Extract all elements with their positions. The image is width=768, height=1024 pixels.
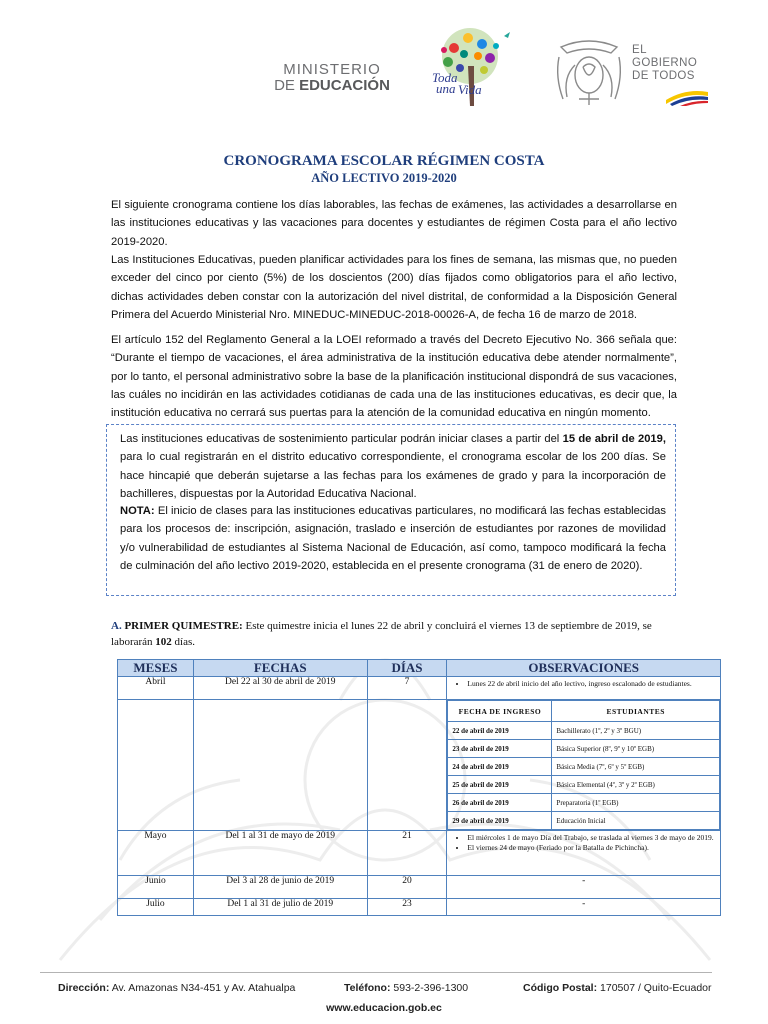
quimestre-label: PRIMER QUIMESTRE: [121, 620, 243, 632]
note1-text-a: Las instituciones educativas de sostenimiento particular podrán iniciar clases a partir del [120, 433, 563, 445]
header-fechas: FECHAS [193, 660, 367, 677]
section-letter: A. [111, 620, 122, 632]
ingreso-level: Básica Superior (8º, 9º y 10º EGB) [552, 740, 720, 758]
paragraph-intro: El siguiente cronograma contiene los días laborables, las fechas de exámenes, las actividades a desarrollarse en las instituciones educativas y las vacaciones para docentes y estudiantes de régimen Costa para el año lectivo 2019-2020. [111, 199, 677, 248]
ecuador-coat-of-arms-icon [553, 37, 625, 107]
empty-cell [367, 700, 447, 831]
header-dias: DÍAS [367, 660, 447, 677]
toda-una-vida-text [432, 72, 482, 95]
month-cell: Junio [118, 876, 194, 899]
footer-website-link[interactable]: www.educacion.gob.ec [326, 1002, 442, 1014]
footer-postal [523, 982, 712, 994]
footer-divider [40, 972, 712, 973]
month-cell: Julio [118, 899, 194, 916]
dates-cell: Del 1 al 31 de mayo de 2019 [193, 831, 367, 876]
obs-item: • El viernes 24 de mayo (Feriado por la Batalla de Pichincha). [467, 843, 716, 853]
quimestre-text-a: Este quimestre inicia el lunes 22 de abril y concluirá el viernes 13 de septiembre de 2019, se laborarán [111, 620, 652, 648]
gob-line-1: EL [632, 44, 647, 56]
ingreso-level: Básica Elemental (4º, 3º y 2º EGB) [552, 776, 720, 794]
obs-cell: - [447, 899, 721, 916]
quimestre-text-b: días. [171, 636, 196, 648]
footer-phone [344, 982, 468, 994]
note-private-institutions [120, 430, 666, 503]
postal-value: 170507 / Quito-Ecuador [597, 982, 712, 994]
obs-item: • El miércoles 1 de mayo Día del Trabajo, se traslada al viernes 3 de mayo de 2019. [467, 833, 716, 843]
subheader-fecha-ingreso: FECHA DE INGRESO [448, 701, 552, 722]
quimestre-days: 102 [155, 636, 172, 648]
nota-label: NOTA: [120, 505, 155, 517]
phone-value: 593-2-396-1300 [390, 982, 469, 994]
paragraph-article-152: El artículo 152 del Reglamento General a la LOEI reformado a través del Decreto Ejecutivo No. 366 señala que: “Durante el tiempo de vacaciones, el área administrativa de la institución educativa debe atender normalmente”, por lo tanto, el personal administrativo sobre la base de la planificación institucional dispondrá de sus vacaciones, las cuáles no incidirán en las actividades cotidianas de cada una de las instituciones educativas, es decir que, la institución educativa no cerrará sus puertas para la atención de la comunidad educativa en ningún momento. [111, 334, 677, 420]
address-value: Av. Amazonas N34-451 y Av. Atahualpa [109, 982, 296, 994]
ingreso-level: Preparatoria (1º EGB) [552, 794, 720, 812]
ingreso-subtable [447, 700, 720, 830]
address-label: Dirección: [58, 982, 110, 994]
ingreso-date: 23 de abril de 2019 [448, 740, 552, 758]
obs-cell [447, 831, 721, 876]
table-row-junio [118, 876, 721, 899]
empty-cell [118, 700, 194, 831]
gobierno-de-todos-logo [632, 44, 697, 83]
dates-cell: Del 1 al 31 de julio de 2019 [193, 899, 367, 916]
table-header-row [118, 660, 721, 677]
paragraph-weekend-activities: Las Instituciones Educativas, pueden planificar actividades para los fines de semana, las mismas que, no pueden exceder del cinco por ciento (5%) de los doscientos (200) días fijados como obligatorios para el año lectivo, dichas actividades deben constar con la autorización del nivel distrital, de conformidad a la Disposición General Primera del Acuerdo Ministerial Nro. MINEDUC-MINEDUC-2018-00026-A, de fecha 16 de marzo de 2018. [111, 254, 677, 321]
subheader-estudiantes: ESTUDIANTES [552, 701, 720, 722]
obs-item: • Lunes 22 de abril inicio del año lectivo, ingreso escalonado de estudiantes. [467, 679, 716, 689]
ingreso-subtable-cell [447, 700, 721, 831]
dates-cell: Del 22 al 30 de abril de 2019 [193, 677, 367, 700]
table-row-abril [118, 677, 721, 700]
toda-una-vida-tree-icon [424, 26, 516, 110]
ingreso-level: Educación Inicial [552, 812, 720, 830]
days-cell: 23 [367, 899, 447, 916]
ingreso-date: 22 de abril de 2019 [448, 722, 552, 740]
phone-label: Teléfono: [344, 982, 391, 994]
ingreso-level: Básica Media (7º, 6º y 5º EGB) [552, 758, 720, 776]
document-subtitle: AÑO LECTIVO 2019-2020 [311, 171, 457, 185]
primer-quimestre-intro [111, 618, 681, 650]
subtable-row [448, 812, 720, 830]
gob-line-2: GOBIERNO [632, 57, 698, 69]
nota-text: El inicio de clases para las instituciones educativas particulares, no modificará las fechas establecidas para los procesos de: inscripción, asignación, traslado e inserción de estudiantes por razones de movilidad y/o vulnerabilidad de estudiantes al Sistema Nacional de Educación, así como, tampoco modificará la fecha de culminación del año lectivo 2019-2020, establecida en el presente cronograma (31 de enero de 2020). [120, 505, 666, 572]
header-observaciones: OBSERVACIONES [447, 660, 721, 677]
days-cell: 20 [367, 876, 447, 899]
obs-cell [447, 677, 721, 700]
days-cell: 21 [367, 831, 447, 876]
subtable-header-row [448, 701, 720, 722]
note1-text-b: para lo cual registrarán en el distrito educativo correspondiente, el cronograma escolar de los 200 días. Se hace hincapié que deberán sujetarse a las fechas para los exámenes de grado y para la incorporación de bachilleres, dispuestas por la Autoridad Educativa Nacional. [120, 451, 666, 500]
tuv-word-3: Vida [458, 82, 482, 97]
table-row-abril-detail [118, 700, 721, 831]
table-row-mayo [118, 831, 721, 876]
subtable-row [448, 776, 720, 794]
ingreso-date: 29 de abril de 2019 [448, 812, 552, 830]
subtable-row [448, 758, 720, 776]
note-nota [120, 502, 666, 575]
ministerio-line1: MINISTERIO [283, 61, 381, 78]
ingreso-date: 24 de abril de 2019 [448, 758, 552, 776]
obs-cell: - [447, 876, 721, 899]
subtable-row [448, 794, 720, 812]
document-title: CRONOGRAMA ESCOLAR RÉGIMEN COSTA [223, 153, 545, 169]
subtable-row [448, 740, 720, 758]
ingreso-date: 26 de abril de 2019 [448, 794, 552, 812]
header-meses: MESES [118, 660, 194, 677]
month-cell: Abril [118, 677, 194, 700]
ingreso-date: 25 de abril de 2019 [448, 776, 552, 794]
tuv-word-1: Toda [432, 70, 458, 85]
empty-cell [193, 700, 367, 831]
table-row-julio [118, 899, 721, 916]
dates-cell: Del 3 al 28 de junio de 2019 [193, 876, 367, 899]
postal-label: Código Postal: [523, 982, 598, 994]
footer-address [58, 982, 295, 994]
ministerio-educacion: EDUCACIÓN [299, 77, 390, 94]
ministerio-logo [268, 62, 396, 94]
ingreso-level: Bachillerato (1º, 2º y 3º BGU) [552, 722, 720, 740]
ministerio-line2 [268, 78, 396, 94]
subtable-row [448, 722, 720, 740]
note1-date: 15 de abril de 2019, [562, 433, 666, 445]
gobierno-flag-swoosh-icon [666, 88, 708, 106]
tuv-word-2: una [436, 81, 456, 96]
gob-line-3: DE TODOS [632, 70, 695, 82]
ministerio-de: DE [274, 77, 295, 94]
month-cell: Mayo [118, 831, 194, 876]
days-cell: 7 [367, 677, 447, 700]
schedule-table [117, 659, 721, 916]
